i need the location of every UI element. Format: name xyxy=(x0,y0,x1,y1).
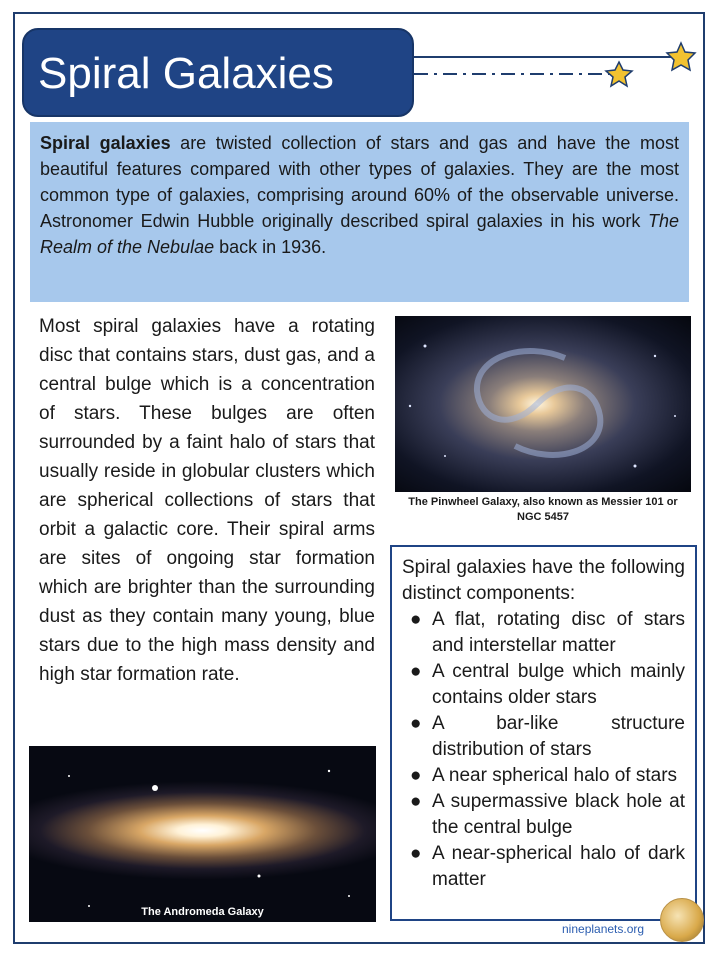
bullet: ● xyxy=(410,791,422,812)
intro-box xyxy=(30,122,689,302)
page-title: Spiral Galaxies xyxy=(38,49,334,98)
list-item: ● A central bulge which mainly contains older stars xyxy=(410,661,685,708)
intro-bold-term: Spiral galaxies xyxy=(40,133,171,153)
intro-book-title: The Realm of the Nebulae xyxy=(40,211,679,257)
star-icon xyxy=(667,43,695,70)
nineplanets-logo-icon xyxy=(660,898,704,942)
andromeda-caption: The Andromeda Galaxy xyxy=(141,906,264,918)
intro-text-2: back in 1936. xyxy=(214,237,327,257)
components-box xyxy=(390,545,697,921)
intro-text-1: are twisted collection of stars and gas and have the most beautiful features compared with other types of galaxies. They are the most common type of galaxies, comprising around 60% of the observable universe. Astronomer Edwin Hubble originally described spiral galaxies in his work xyxy=(40,133,679,231)
list-item: ● A flat, rotating disc of stars and interstellar matter xyxy=(410,609,685,656)
bullet: ● xyxy=(410,713,422,734)
components-list xyxy=(402,607,685,893)
list-item: ● A near spherical halo of stars xyxy=(402,763,685,789)
pinwheel-galaxy-image xyxy=(395,316,691,492)
bullet: ● xyxy=(410,609,422,630)
body-paragraph: Most spiral galaxies have a rotating disc that contains stars, dust gas, and a central bulge which is a concentration of stars. These bulges are often surrounded by a faint halo of stars that usually reside in globular clusters which are spherical collections of stars that orbit a galactic core. Their spiral arms are sites of ongoing star formation which are brighter than the surrounding dust as they contain many young, blue stars due to the high mass density and high star formation rate. xyxy=(39,316,375,685)
footer-site[interactable]: nineplanets.org xyxy=(562,922,645,936)
list-item: ● A supermassive black hole at the central bulge xyxy=(410,791,685,838)
pinwheel-caption: The Pinwheel Galaxy, also known as Messier 101 or NGC 5457 xyxy=(408,496,678,523)
bullet: ● xyxy=(410,765,422,786)
components-intro: Spiral galaxies have the following distinct components: xyxy=(402,557,685,604)
bullet: ● xyxy=(410,661,422,682)
bullet: ● xyxy=(410,843,422,864)
star-icon xyxy=(606,62,632,86)
list-item: ● A near-spherical halo of dark matter xyxy=(410,843,685,890)
list-item: ● A bar-like structure distribution of stars xyxy=(410,713,685,760)
andromeda-galaxy-image xyxy=(29,746,376,922)
